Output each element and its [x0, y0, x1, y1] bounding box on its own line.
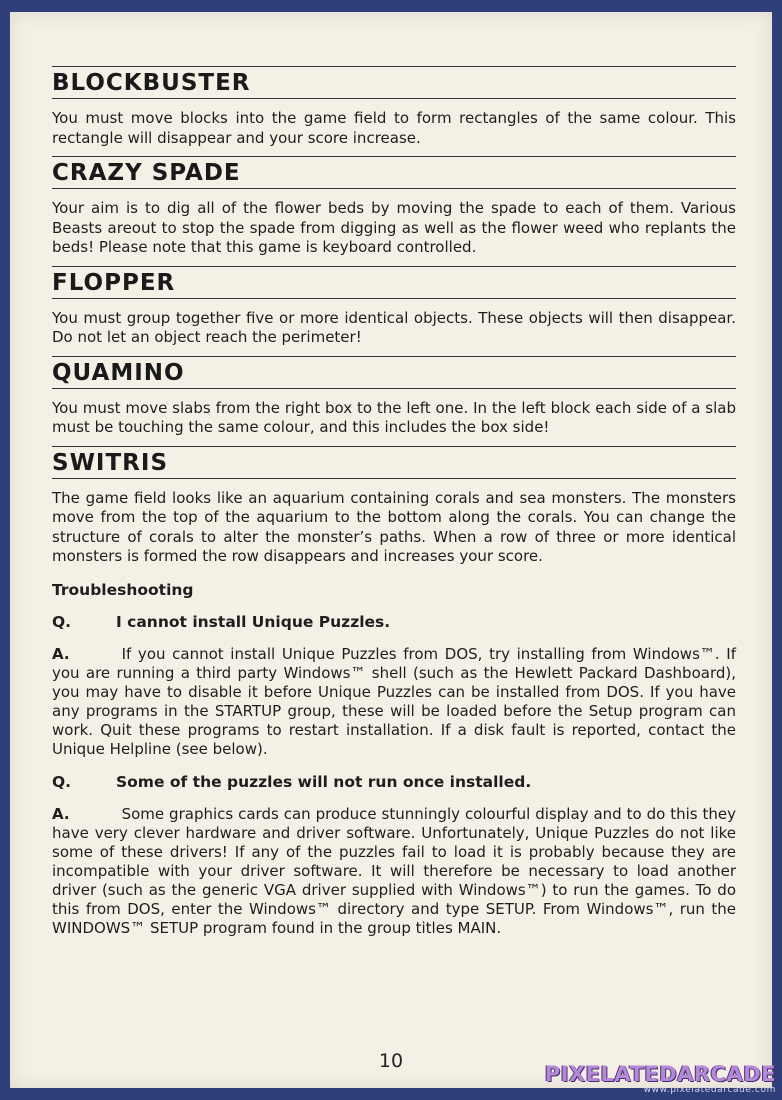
section-text: You must group together five or more identical objects. These objects will then disappear. Do not let an object reach the perimeter!	[52, 308, 736, 346]
section-text: You must move blocks into the game field to form rectangles of the same colour. This rectangle will disappear and your score increase.	[52, 109, 736, 147]
section-crazy-spade	[52, 156, 736, 258]
page-number: 10	[378, 1050, 404, 1072]
answer-label: A.	[52, 804, 70, 823]
section-text: The game field looks like an aquarium containing corals and sea monsters. The monsters move from the top of the aquarium to the bottom along the corals. You can change the structure of corals to alter the monster’s paths. When a row of three or more identical monsters is formed the row disappears and increases your score.	[52, 488, 736, 565]
question-row	[52, 773, 736, 791]
answer-paragraph	[52, 645, 736, 759]
section-title: FLOPPER	[52, 269, 176, 296]
section-title-rule	[52, 156, 736, 189]
section-title: QUAMINO	[52, 359, 185, 386]
section-blockbuster	[52, 66, 736, 148]
watermark	[545, 1062, 776, 1095]
answer-label: A.	[52, 644, 70, 663]
section-switris	[52, 446, 736, 567]
answer-text: If you cannot install Unique Puzzles from DOS, try installing from Windows™. If you are running a third party Windows™ shell (such as the Hewlett Packard Dashboard), you may have to disable it before Unique Puzzles can be installed from DOS. If you have any programs in the STARTUP group, these will be loaded before the Setup program can work. Quit these programs to restart installation. If a disk fault is reported, contact the Unique Helpline (see below).	[52, 644, 736, 758]
answer-paragraph	[52, 805, 736, 938]
manual-page	[10, 12, 772, 1088]
section-title-rule	[52, 266, 736, 299]
page-content	[52, 66, 736, 952]
section-flopper	[52, 266, 736, 348]
answer-text: Some graphics cards can produce stunningly colourful display and to do this they have very clever hardware and driver software. Unfortunately, Unique Puzzles do not like some of these drivers! If any of the puzzles fail to load it is probably because they are incompatible with your driver software. It will therefore be necessary to load another driver (such as the generic VGA driver supplied with Windows™) to run the games. To do this from DOS, enter the Windows™ directory and type SETUP. From Windows™, run the WINDOWS™ SETUP program found in the group titles MAIN.	[52, 804, 736, 937]
question-row	[52, 613, 736, 631]
question-text: Some of the puzzles will not run once installed.	[116, 772, 532, 791]
section-title: CRAZY SPADE	[52, 160, 241, 186]
watermark-url: www.pixelatedarcade.com	[643, 1085, 776, 1095]
section-title-rule	[52, 446, 736, 479]
question-label: Q.	[52, 772, 72, 791]
section-title-rule	[52, 356, 736, 389]
section-text: Your aim is to dig all of the flower beds by moving the spade to each of them. Various Beasts areout to stop the spade from digging as well as the flower weed who replants the beds! Please note that this game is keyboard controlled.	[52, 199, 736, 256]
question-label: Q.	[52, 612, 72, 631]
watermark-logo: PIXELATEDARCADE	[544, 1062, 776, 1086]
section-title: SWITRIS	[52, 449, 169, 476]
troubleshooting-heading: Troubleshooting	[52, 580, 194, 599]
section-title-rule	[52, 66, 736, 99]
question-text: I cannot install Unique Puzzles.	[116, 612, 391, 631]
section-quamino	[52, 356, 736, 438]
section-title: BLOCKBUSTER	[52, 70, 251, 96]
section-text: You must move slabs from the right box to the left one. In the left block each side of a slab must be touching the same colour, and this includes the box side!	[52, 398, 736, 436]
